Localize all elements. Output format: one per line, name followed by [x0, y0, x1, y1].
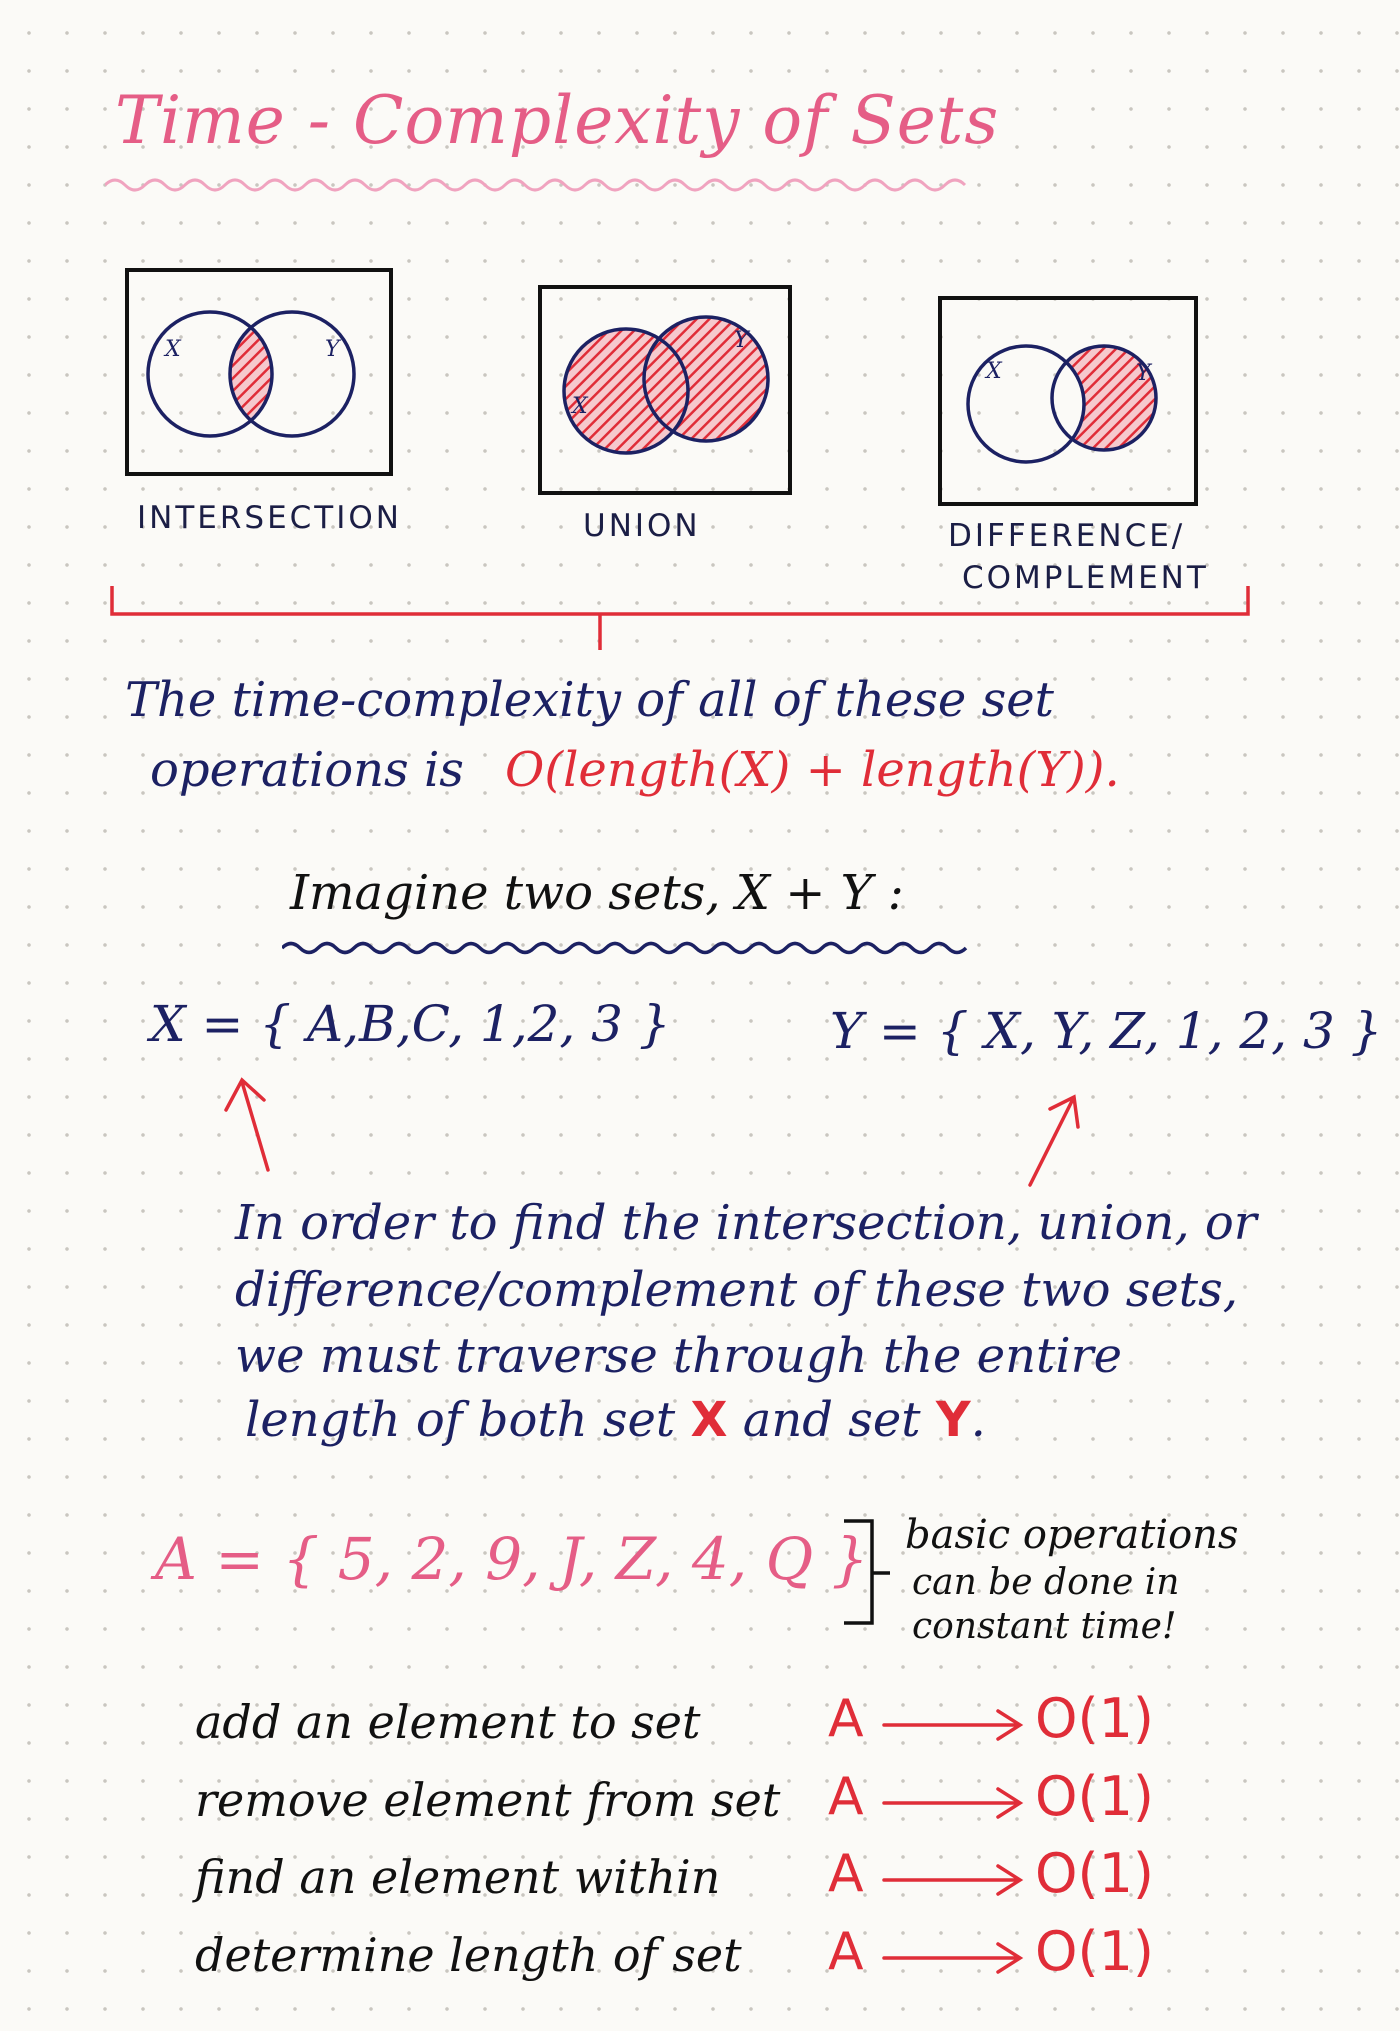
intersection-diagram: [125, 268, 395, 478]
explanation-line4-prefix: length of both set: [245, 1392, 676, 1448]
difference-diagram: [938, 296, 1200, 508]
explanation-line3: we must traverse through the entire: [235, 1328, 1123, 1384]
difference-set-x-label: X: [986, 359, 1002, 384]
operation-row: [195, 1687, 1195, 1765]
arrow-icon: [880, 1938, 1030, 1978]
operation-text: remove element from set: [195, 1773, 781, 1827]
summary-line2-prefix: operations is: [150, 742, 464, 798]
operation-set: A: [828, 1689, 864, 1749]
set-y-definition: Y = { X, Y, Z, 1, 2, 3 }: [830, 1002, 1383, 1060]
operation-set: A: [828, 1922, 864, 1982]
note-line1: basic operations: [905, 1512, 1239, 1558]
explanation-line4-end: .: [970, 1392, 986, 1448]
intersection-set-x-label: X: [165, 337, 181, 362]
difference-label-line2: COMPLEMENT: [962, 560, 1209, 596]
operation-text: find an element within: [195, 1850, 721, 1904]
set-x-definition: X = { A,B,C, 1,2, 3 }: [150, 995, 671, 1053]
title-wavy-underline: [105, 170, 985, 200]
imagine-heading: Imagine two sets, X + Y :: [290, 865, 904, 921]
summary-complexity: O(length(X) + length(Y)).: [505, 742, 1120, 798]
explanation-line1: In order to find the intersection, union, or: [235, 1195, 1257, 1251]
difference-label-line1: DIFFERENCE/: [948, 518, 1186, 554]
operation-row: [195, 1920, 1195, 1998]
arrow-icon: [880, 1783, 1030, 1823]
set-a-definition: A = { 5, 2, 9, J, Z, 4, Q }: [155, 1525, 869, 1593]
explanation-line4: [245, 1392, 986, 1448]
arrow-to-set-y: [1020, 1085, 1100, 1195]
union-set-x-label: X: [572, 394, 588, 419]
explanation-set-x: X: [690, 1392, 728, 1448]
difference-set-y-label: Y: [1136, 361, 1151, 386]
operation-set: A: [828, 1844, 864, 1904]
note-bracket: [838, 1515, 898, 1630]
note-line3: constant time!: [912, 1606, 1177, 1647]
explanation-line4-mid: and set: [742, 1392, 921, 1448]
arrow-to-set-x: [220, 1070, 300, 1180]
note-line2: can be done in: [912, 1562, 1180, 1603]
bracket: [100, 580, 1270, 660]
explanation-line2: difference/complement of these two sets,: [235, 1262, 1238, 1318]
arrow-icon: [880, 1860, 1030, 1900]
operation-complexity: O(1): [1035, 1687, 1154, 1750]
intersection-set-y-label: Y: [325, 337, 340, 362]
operation-text: determine length of set: [195, 1928, 742, 1982]
operation-complexity: O(1): [1035, 1765, 1154, 1828]
page-title: Time - Complexity of Sets: [115, 82, 1000, 159]
operation-complexity: O(1): [1035, 1842, 1154, 1905]
summary-line1: The time-complexity of all of these set: [125, 672, 1054, 728]
operation-row: [195, 1765, 1195, 1843]
operation-complexity: O(1): [1035, 1920, 1154, 1983]
union-label: UNION: [583, 508, 701, 544]
union-set-y-label: Y: [734, 328, 749, 353]
union-diagram: [538, 285, 794, 497]
imagine-wavy-underline: [282, 935, 982, 961]
operation-set: A: [828, 1767, 864, 1827]
operation-text: add an element to set: [195, 1695, 701, 1749]
explanation-set-y: Y: [935, 1392, 971, 1448]
operation-row: [195, 1842, 1195, 1920]
arrow-icon: [880, 1705, 1030, 1745]
intersection-label: INTERSECTION: [137, 500, 402, 536]
